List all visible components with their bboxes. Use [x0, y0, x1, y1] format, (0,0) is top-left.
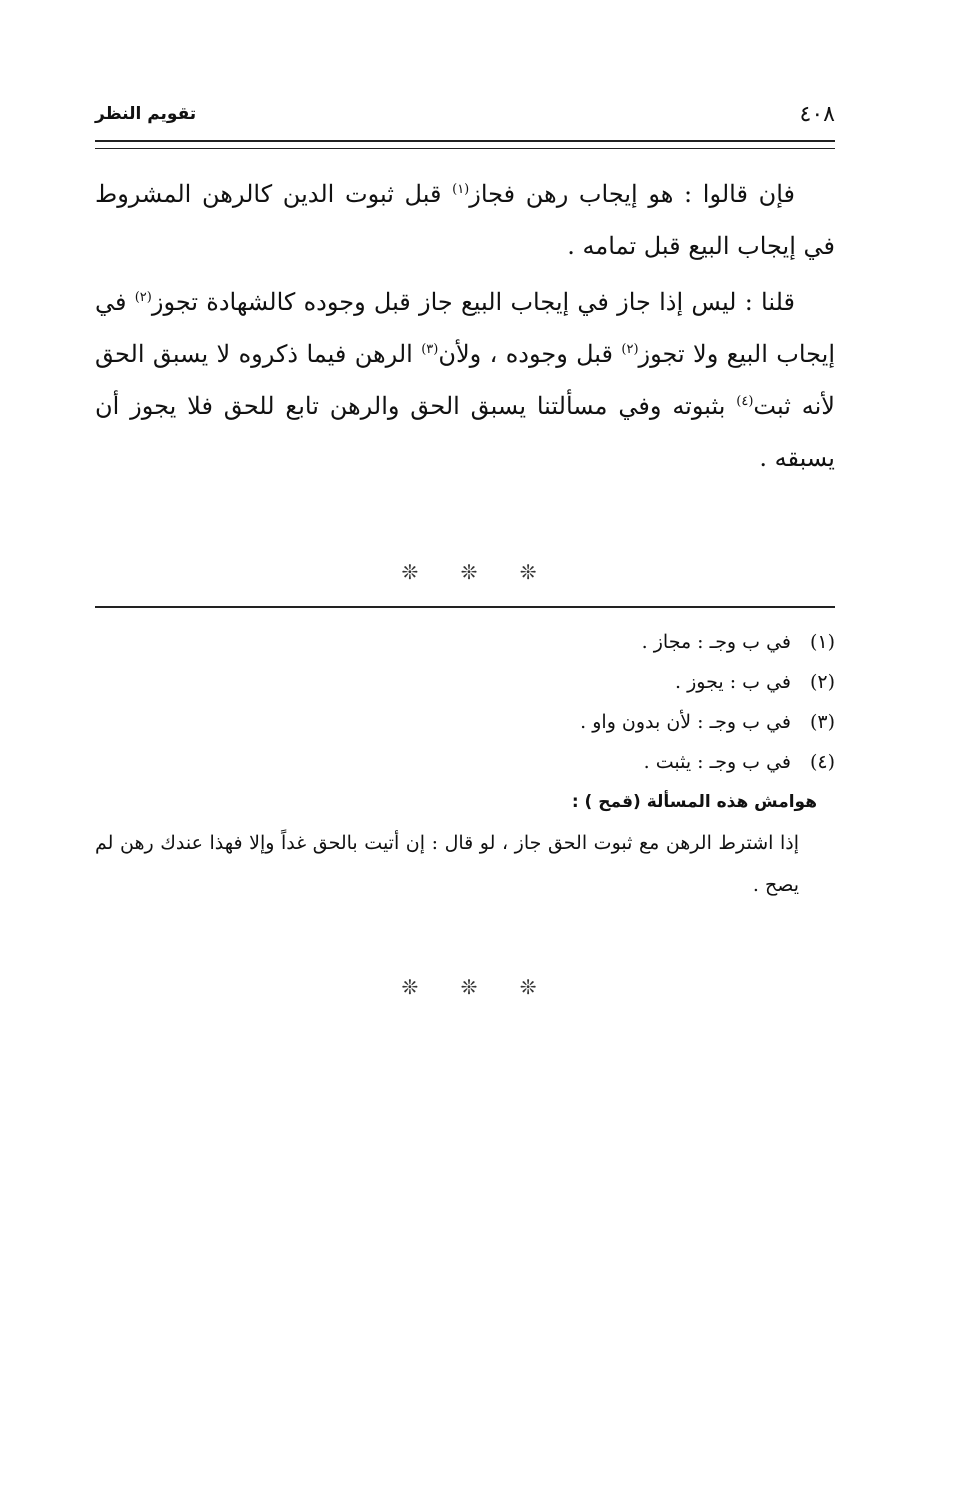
- footnotes: [95, 622, 835, 906]
- footnote-rule: [95, 606, 835, 608]
- footnote-item: [95, 702, 835, 742]
- footnote-ref: (٤): [736, 394, 754, 409]
- footnote-ref: (٢): [621, 342, 639, 357]
- footnote-text: في ب وجـ : لأن بدون واو .: [580, 711, 791, 733]
- page-number: ٤٠٨: [799, 102, 835, 127]
- paragraph-text: الرهن فيما ذكروه لا يسبق الحق لأنه ثبت: [95, 340, 835, 420]
- paragraph-text: فإن قالوا : هو إيجاب رهن فجاز: [469, 180, 795, 208]
- paragraph-text: قبل وجوده ، ولأن: [438, 340, 622, 368]
- footnote-number: (٢): [809, 671, 835, 693]
- footnote-number: (١): [809, 631, 835, 653]
- margin-notes-heading: هوامش هذه المسألة (قمح ) :: [571, 792, 817, 812]
- paragraph-text: بثبوته وفي مسألتنا يسبق الحق والرهن تابع للحق فلا يجوز أن يسبقه .: [95, 392, 835, 472]
- footnote-ref: (١): [452, 182, 470, 197]
- main-text: [95, 168, 835, 488]
- footnote-text: في ب : يجوز .: [675, 671, 791, 693]
- paragraph-objection: [95, 168, 835, 272]
- footnote-ref: (٣): [421, 342, 439, 357]
- footnote-item: [95, 742, 835, 782]
- header-rule: [95, 140, 835, 149]
- page-header: [95, 96, 835, 136]
- paragraph-text: قلنا : ليس إذا جاز في إيجاب البيع جاز قبل وجوده كالشهادة تجوز: [151, 288, 796, 316]
- footnote-item: [95, 662, 835, 702]
- footnote-number: (٤): [809, 751, 835, 773]
- footnote-text: في ب وجـ : يثبت .: [643, 751, 791, 773]
- paragraph-reply: [95, 276, 835, 484]
- footnote-item: [95, 622, 835, 662]
- section-separator: ❊ ❊ ❊: [401, 975, 555, 999]
- running-title: تقويم النظر: [95, 104, 197, 124]
- section-separator: ❊ ❊ ❊: [401, 560, 555, 584]
- paragraph-text: قبل ثبوت الدين كالرهن المشروط في إيجاب البيع قبل تمامه .: [95, 180, 835, 260]
- footnote-number: (٣): [809, 711, 835, 733]
- footnote-text: في ب وجـ : مجاز .: [641, 631, 791, 653]
- paragraph-text: في إيجاب البيع ولا تجوز: [95, 288, 835, 368]
- margin-notes-body: إذا اشترط الرهن مع ثبوت الحق جاز ، لو قال : إن أتيت بالحق غداً وإلا فهذا عندك رهن لم يصح .: [95, 832, 799, 896]
- footnote-ref: (٢): [134, 290, 152, 305]
